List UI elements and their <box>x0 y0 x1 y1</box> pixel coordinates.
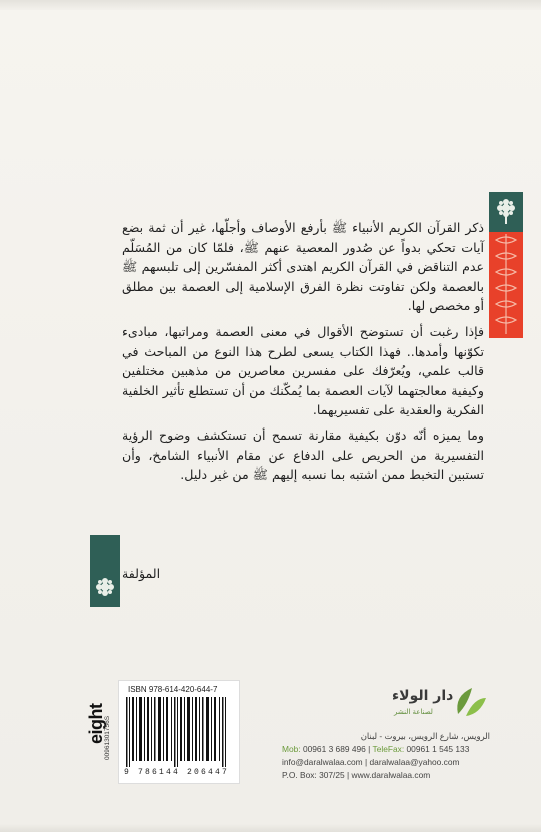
separator: | <box>347 770 352 780</box>
paragraph-3: وما يميزه أنّه دوّن بكيفية مقارنة تسمح أن تستكشف وضوح الرؤية التفسيرية من الحريص على الدفاع عن مقام الأنبياء الشامخ، وأن تستبين التخبط ممن اشتبه بما نسبه إليهم ﷺ من غير دليل. <box>122 427 484 483</box>
paragraph-1: ذكر القرآن الكريم الأنبياء ﷺ بأرفع الأوصاف وأجلّها، غير أن ثمة بضع آيات تحكي بدواً عن صُدور المعصية عنهم ﷺ، فلمّا كان من المُسَلّم عدم التناقض في القرآن الكريم اهتدى أكثر المفسّرين إلى تلبسهم ﷺ بالعصمة ولكن تفاوتت نظرة الفرق الإسلامية إلى العصمة بين مطلق أو مخصص لها. <box>122 220 484 314</box>
publisher-address: الرويس، شارع الرويس، بيروت - لبنان <box>360 731 490 741</box>
separator: | <box>368 744 373 754</box>
pobox: P.O. Box: 307/25 <box>282 770 345 780</box>
flower-ornament-icon <box>90 535 120 607</box>
email-link[interactable]: info@daralwalaa.com <box>282 757 363 767</box>
author-signature: المؤلفة <box>122 566 161 581</box>
email-row <box>282 756 490 769</box>
publisher-logo-icon <box>452 684 488 720</box>
phone-row <box>282 743 490 756</box>
blurb-text <box>122 218 484 491</box>
page-edge-top <box>0 0 541 10</box>
isbn-label: ISBN 978-614-420-644-7 <box>128 685 218 694</box>
telfax-label: TeleFax: <box>372 744 405 754</box>
imprint-code: 00961301756S <box>104 715 111 760</box>
website-link[interactable]: www.daralwalaa.com <box>351 770 431 780</box>
page-edge-bottom <box>0 824 541 832</box>
flower-ornament-icon <box>489 192 523 232</box>
separator: | <box>365 757 370 767</box>
mob-number: 00961 3 689 496 <box>302 744 366 754</box>
floral-pattern-icon <box>492 234 520 334</box>
barcode-number: 9 786144 206447 <box>124 768 230 777</box>
decorative-strip-small <box>90 535 120 607</box>
telfax-number: 00961 1 545 133 <box>406 744 470 754</box>
barcode-icon <box>124 697 232 767</box>
pobox-row <box>282 769 490 782</box>
mob-label: Mob: <box>282 744 301 754</box>
imprint-logo-text: eight <box>86 703 106 744</box>
ornament-box <box>489 192 523 232</box>
publisher-name: دار الولاء <box>392 688 454 704</box>
publisher-contact <box>282 730 490 782</box>
email-link[interactable]: daralwalaa@yahoo.com <box>369 757 460 767</box>
publisher-subtitle: لصناعة النشر <box>394 708 433 716</box>
paragraph-2: فإذا رغبت أن تستوضح الأقوال في معنى العصمة ومراتبها، مبادىء تكوّنها وأمدها.. فهذا الكتاب يسعى لطرح هذا النوع من المباحث في قالب علمي، ويُعرّفك على مفسرين معاصرين من مذهبين مختلفين وكيفية معالجتهما لآيات العصمة بما يُمكّنك من أن تستطلع تأثير الخلفية الفكرية والعقدية على تفسيريهما. <box>122 323 484 418</box>
decorative-strip <box>489 192 523 338</box>
